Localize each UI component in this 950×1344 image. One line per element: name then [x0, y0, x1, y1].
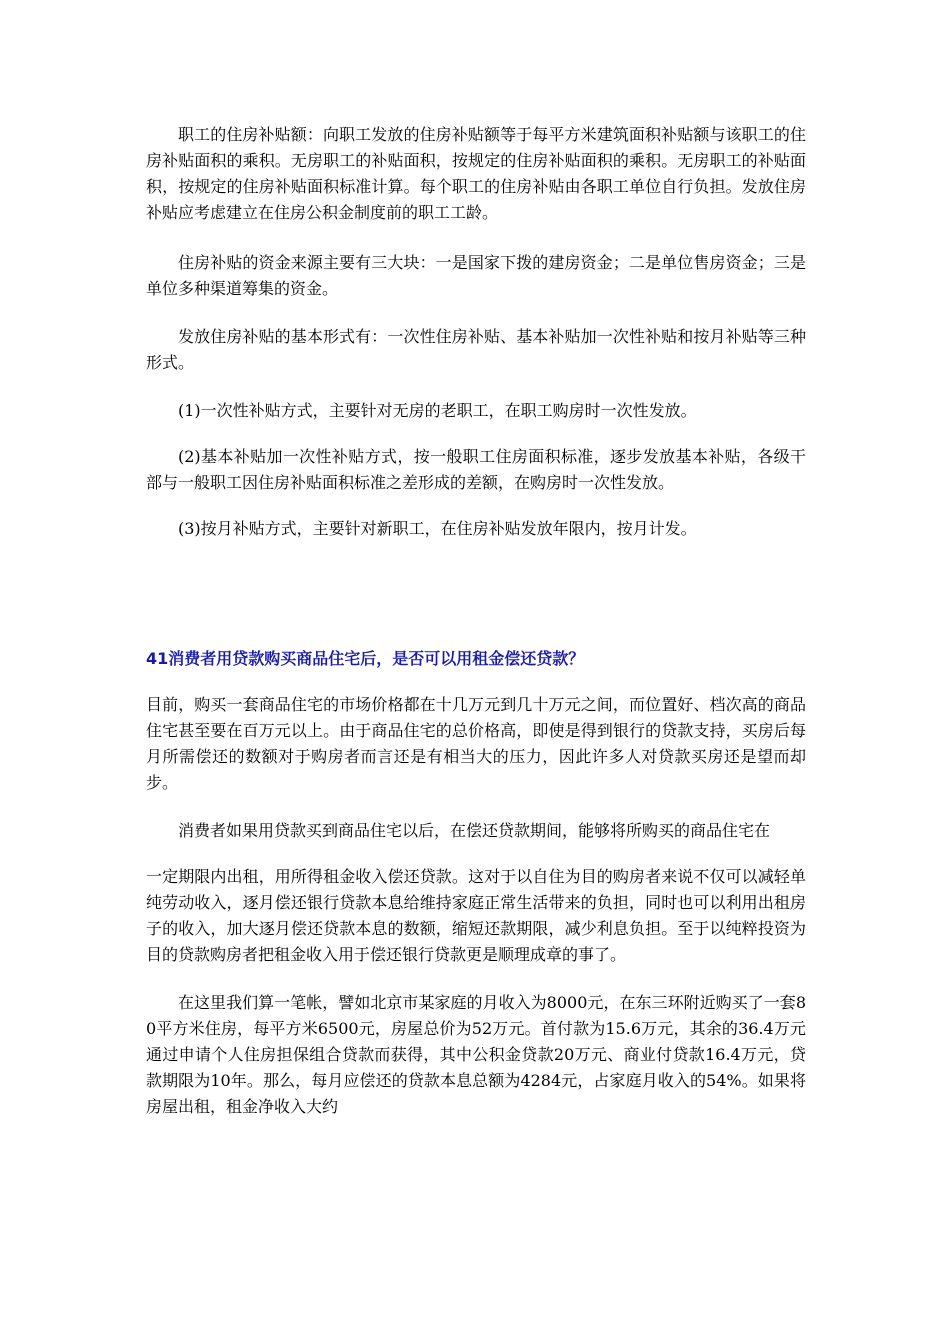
paragraph-subsidy-forms: 发放住房补贴的基本形式有：一次性住房补贴、基本补贴加一次性补贴和按月补贴等三种形式。 — [146, 327, 806, 372]
document-page — [146, 122, 806, 1120]
paragraph-calculation-example: 在这里我们算一笔帐，譬如北京市某家庭的月收入为8000元，在东三环附近购买了一套80平方米住房，每平方米6500元，房屋总价为52万元。首付款为15.6万元，其余的36.4万元通过申请个人住房担保组合贷款而获得，其中公积金贷款20万元、商业付贷款16.4万元，贷款期限为10年。那么，每月应偿还的贷款本息总额为4284元，占家庭月收入的54%。如果将房屋出租，租金净收入大约 — [146, 993, 806, 1116]
paragraph-monthly-subsidy: (3)按月补贴方式，主要针对新职工，在住房补贴发放年限内，按月计发。 — [178, 519, 697, 538]
paragraph-market-price: 目前，购买一套商品住宅的市场价格都在十几万元到几十万元之间，而位置好、档次高的商品住宅甚至要在百万元以上。由于商品住宅的总价格高，即使是得到银行的贷款支持，买房后每月所需偿还的数额对于购房者而言还是有相当大的压力，因此许多人对贷款买房还是望而却步。 — [146, 695, 806, 792]
paragraph-housing-subsidy-amount: 职工的住房补贴额：向职工发放的住房补贴额等于每平方米建筑面积补贴额与该职工的住房补贴面积的乘积。无房职工的补贴面积，按规定的住房补贴面积的乘积。无房职工的补贴面积，按规定的住房补贴面积标准计算。每个职工的住房补贴由各职工单位自行负担。发放住房补贴应考虑建立在住房公积金制度前的职工工龄。 — [146, 125, 806, 222]
paragraph-one-time-subsidy: (1)一次性补贴方式，主要针对无房的老职工，在职工购房时一次性发放。 — [178, 401, 697, 420]
paragraph-rent-repayment: 一定期限内出租，用所得租金收入偿还贷款。这对于以自住为目的购房者来说不仅可以减轻单纯劳动收入，逐月偿还银行贷款本息给维持家庭正常生活带来的负担，同时也可以利用出租房子的收入，加大逐月偿还贷款本息的数额，缩短还款期限，减少利息负担。至于以纯粹投资为目的贷款购房者把租金收入用于偿还银行贷款更是顺理成章的事了。 — [146, 867, 806, 964]
paragraph-subsidy-funding-sources: 住房补贴的资金来源主要有三大块：一是国家下拨的建房资金；二是单位售房资金；三是单位多种渠道筹集的资金。 — [146, 253, 806, 298]
section-heading-41: 41消费者用贷款购买商品住宅后，是否可以用租金偿还贷款？ — [146, 649, 585, 668]
paragraph-consumer-loan: 消费者如果用贷款买到商品住宅以后，在偿还贷款期间，能够将所购买的商品住宅在 — [178, 821, 771, 840]
paragraph-basic-plus-one-time-subsidy: (2)基本补贴加一次性补贴方式，按一般职工住房面积标准，逐步发放基本补贴，各级干部与一般职工因住房补贴面积标准之差形成的差额，在购房时一次性发放。 — [146, 447, 806, 492]
